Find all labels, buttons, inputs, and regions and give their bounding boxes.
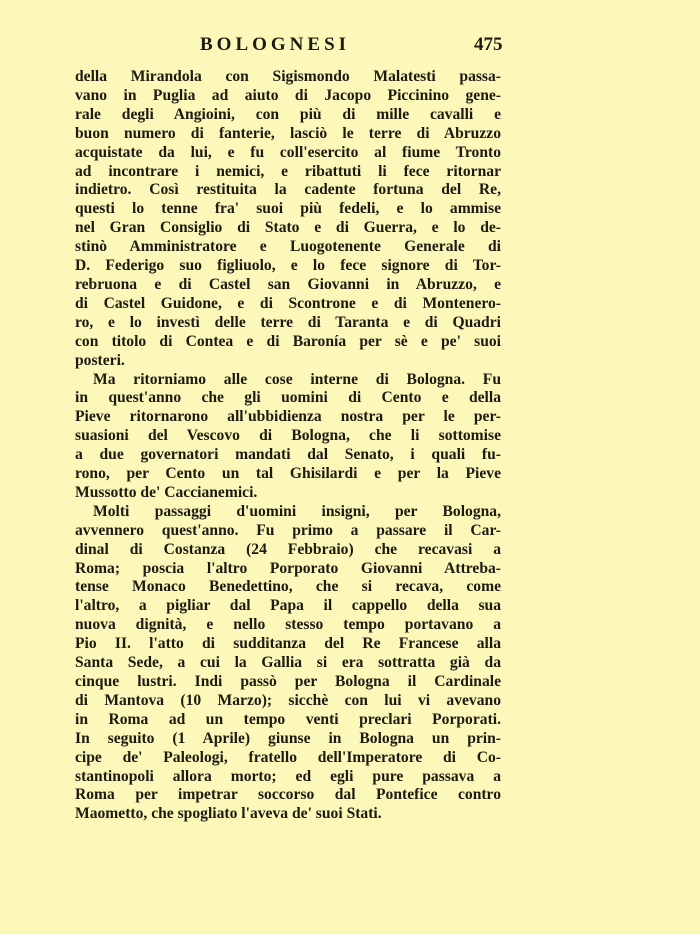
text-line: ad incontrare i nemici, e ribattuti li fece ritornar bbox=[75, 162, 501, 180]
text-line: D. Federigo suo figliuolo, e lo fece signore di Tor- bbox=[75, 257, 501, 275]
paragraph-1 bbox=[75, 68, 501, 371]
text-line: Mussotto de' Caccianemici. bbox=[75, 483, 258, 501]
text-line: cinque lustri. Indi passò per Bologna il Cardinale bbox=[75, 673, 501, 690]
text-line: Roma per impetrar soccorso dal Pontefice contro bbox=[75, 786, 501, 804]
text-line: posteri. bbox=[75, 351, 125, 369]
text-line: In seguito (1 Aprile) giunse in Bologna un prin- bbox=[75, 729, 501, 747]
text-line: dinal di Costanza (24 Febbraio) che recavasi a bbox=[75, 540, 501, 558]
text-line: ro, e lo investì delle terre di Taranta e di Quadri bbox=[75, 313, 501, 331]
text-line: Maometto, che spogliato l'aveva de' suoi Stati. bbox=[75, 805, 382, 823]
text-line: indietro. Così restituita la cadente fortuna del Re, bbox=[75, 181, 501, 199]
text-line: rebruona e di Castel san Giovanni in Abruzzo, e bbox=[75, 275, 501, 293]
paragraph-3 bbox=[75, 503, 501, 824]
text-line: di Mantova (10 Marzo); sicchè con lui vi avevano bbox=[75, 691, 501, 709]
text-line: acquistate da lui, e fu coll'esercito al fiume Tronto bbox=[75, 143, 501, 161]
page-header bbox=[0, 34, 700, 62]
text-line: vano in Puglia ad aiuto di Jacopo Piccinino gene- bbox=[75, 86, 501, 104]
text-line: stantinopoli allora morto; ed egli pure passava a bbox=[75, 767, 501, 785]
text-line: rale degli Angioini, con più di mille cavalli e bbox=[75, 105, 501, 123]
text-line: rono, per Cento un tal Ghisilardi e per la Pieve bbox=[75, 465, 501, 483]
running-title: BOLOGNESI bbox=[200, 34, 351, 55]
text-line: suasioni del Vescovo di Bologna, che li sottomise bbox=[75, 427, 501, 445]
text-line: Pio II. l'atto di sudditanza del Re Francese alla bbox=[75, 635, 501, 653]
page-number: 475 bbox=[474, 34, 503, 55]
text-line: cipe de' Paleologi, fratello dell'Imperatore di Co- bbox=[75, 748, 501, 766]
text-line: Roma; poscia l'altro Porporato Giovanni Attreba- bbox=[75, 559, 501, 577]
text-line: Pieve ritornarono all'ubbidienza nostra per le per- bbox=[75, 408, 501, 426]
body-text bbox=[75, 68, 501, 824]
text-line: con titolo di Contea e di Baronía per sè e pe' suoi bbox=[75, 332, 501, 350]
text-line: stinò Amministratore e Luogotenente Generale di bbox=[75, 238, 501, 256]
text-line: questi lo tenne fra' suoi più fedeli, e lo ammise bbox=[75, 200, 501, 218]
text-line: a due governatori mandati dal Senato, i quali fu- bbox=[75, 446, 501, 464]
text-line: in Roma ad un tempo venti preclari Porporati. bbox=[75, 710, 501, 728]
text-line: avvennero quest'anno. Fu primo a passare il Car- bbox=[75, 521, 501, 539]
text-line: l'altro, a pigliar dal Papa il cappello della sua bbox=[75, 597, 501, 615]
text-line: in quest'anno che gli uomini di Cento e della bbox=[75, 389, 501, 407]
text-line: Ma ritorniamo alle cose interne di Bologna. Fu bbox=[93, 370, 501, 388]
text-line: tense Monaco Benedettino, che si recava, come bbox=[75, 578, 501, 596]
text-line: nuova dignità, e nello stesso tempo portavano a bbox=[75, 616, 501, 634]
text-line: di Castel Guidone, e di Scontrone e di Montenero- bbox=[75, 294, 501, 312]
text-line: Molti passaggi d'uomini insigni, per Bologna, bbox=[93, 502, 501, 520]
text-line: nel Gran Consiglio di Stato e di Guerra, e lo de- bbox=[75, 219, 501, 237]
text-line: buon numero di fanterie, lasciò le terre di Abruzzo bbox=[75, 124, 501, 142]
text-line: della Mirandola con Sigismondo Malatesti passa- bbox=[75, 68, 501, 85]
paragraph-2 bbox=[75, 371, 501, 503]
text-line: Santa Sede, a cui la Gallia si era sottratta già da bbox=[75, 654, 501, 672]
